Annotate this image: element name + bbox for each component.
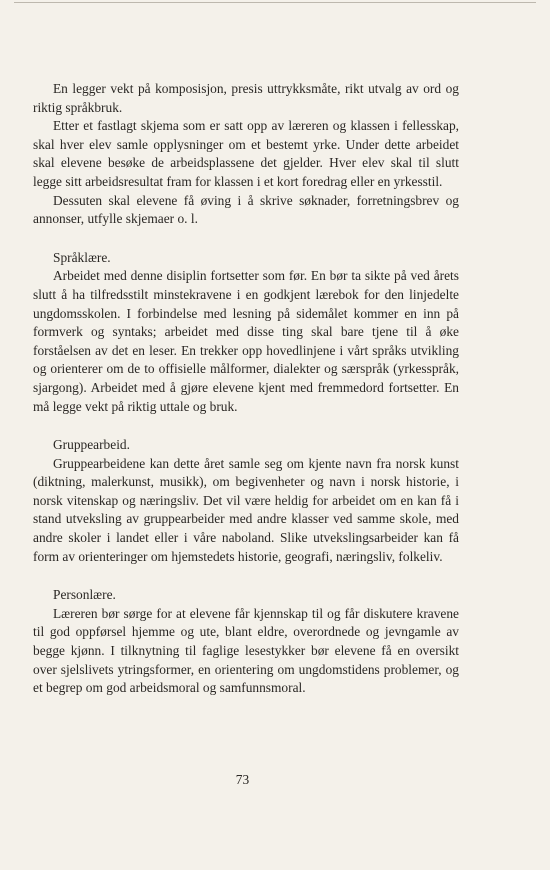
paragraph-gruppearbeid: Gruppearbeidene kan dette året samle seg om kjente navn fra norsk kunst (diktning, malerkunst, musikk), om begivenheter og navn i norsk historie, i norsk vitenskap og næringsliv. Det vil være heldig for arbeidet om en kan få i stand utveksling av gruppearbeider med andre klasser ved samme skole, med andre skoler i landet eller i våre naboland. Slike utvekslingsarbeider kan få form av orienteringer om hjemstedets historie, geografi, næringsliv, folkeliv. (33, 455, 459, 564)
heading-gruppearbeid: Gruppearbeid. (53, 437, 130, 453)
heading-personlaere: Personlære. (53, 587, 116, 603)
paragraph-spraklaere: Arbeidet med denne disiplin fortsetter som før. En bør ta sikte på ved årets slutt å ha tilfredsstilt minstekravene i en godkjent lærebok for den linjedelte ungdomsskolen. I forbindelse med lesning på sidemålet kommer en inn på formverk og syntaks; arbeidet med disse ting skal bare tjene til å øke forståelsen av det en leser. En trekker opp hovedlinjene i vårt språks utvikling og orienterer om de to offisielle målformer, dialekter og særspråk (yrkesspråk, sjargong). Arbeidet med å gjøre elevene kjent med fremmedord fortsetter. En må legge vekt på riktig uttale og bruk. (33, 268, 459, 414)
paragraph-occupation-study: Etter et fastlagt skjema som er satt opp av læreren og klassen i fellesskap, skal hver elev samle opplysninger om et bestemt yrke. Under dette arbeidet skal elevene besøke de arbeidsplassene det gjelder. Hver elev skal til slutt legge sitt arbeidsresultat fram for klassen i et kort foredrag eller en yrkesstil. (33, 118, 459, 189)
body-text (33, 80, 459, 698)
heading-spraklaere: Språklære. (53, 249, 111, 265)
paragraph-letters-forms: Dessuten skal elevene få øving i å skrive søknader, forretningsbrev og annonser, utfylle skjemaer o. l. (33, 192, 459, 227)
paragraph-personlaere: Læreren bør sørge for at elevene får kjennskap til og får diskutere kravene til god oppførsel hjemme og ute, blant eldre, overordnede og jevngamle av begge kjønn. I tilknytning til faglige lesestykker bør elevene få en oversikt over sjelslivets ytringsformer, en orientering om ungdomstidens problemer, og et begrep om god arbeidsmoral og samfunnsmoral. (33, 605, 459, 696)
section-gap (33, 416, 459, 436)
top-edge-rule (14, 2, 536, 3)
page-number: 73 (235, 772, 250, 787)
paragraph-composition: En legger vekt på komposisjon, presis uttrykksmåte, rikt utvalg av ord og riktig språkbruk. (33, 81, 459, 115)
section-gap (33, 229, 459, 249)
section-gap (33, 566, 459, 586)
